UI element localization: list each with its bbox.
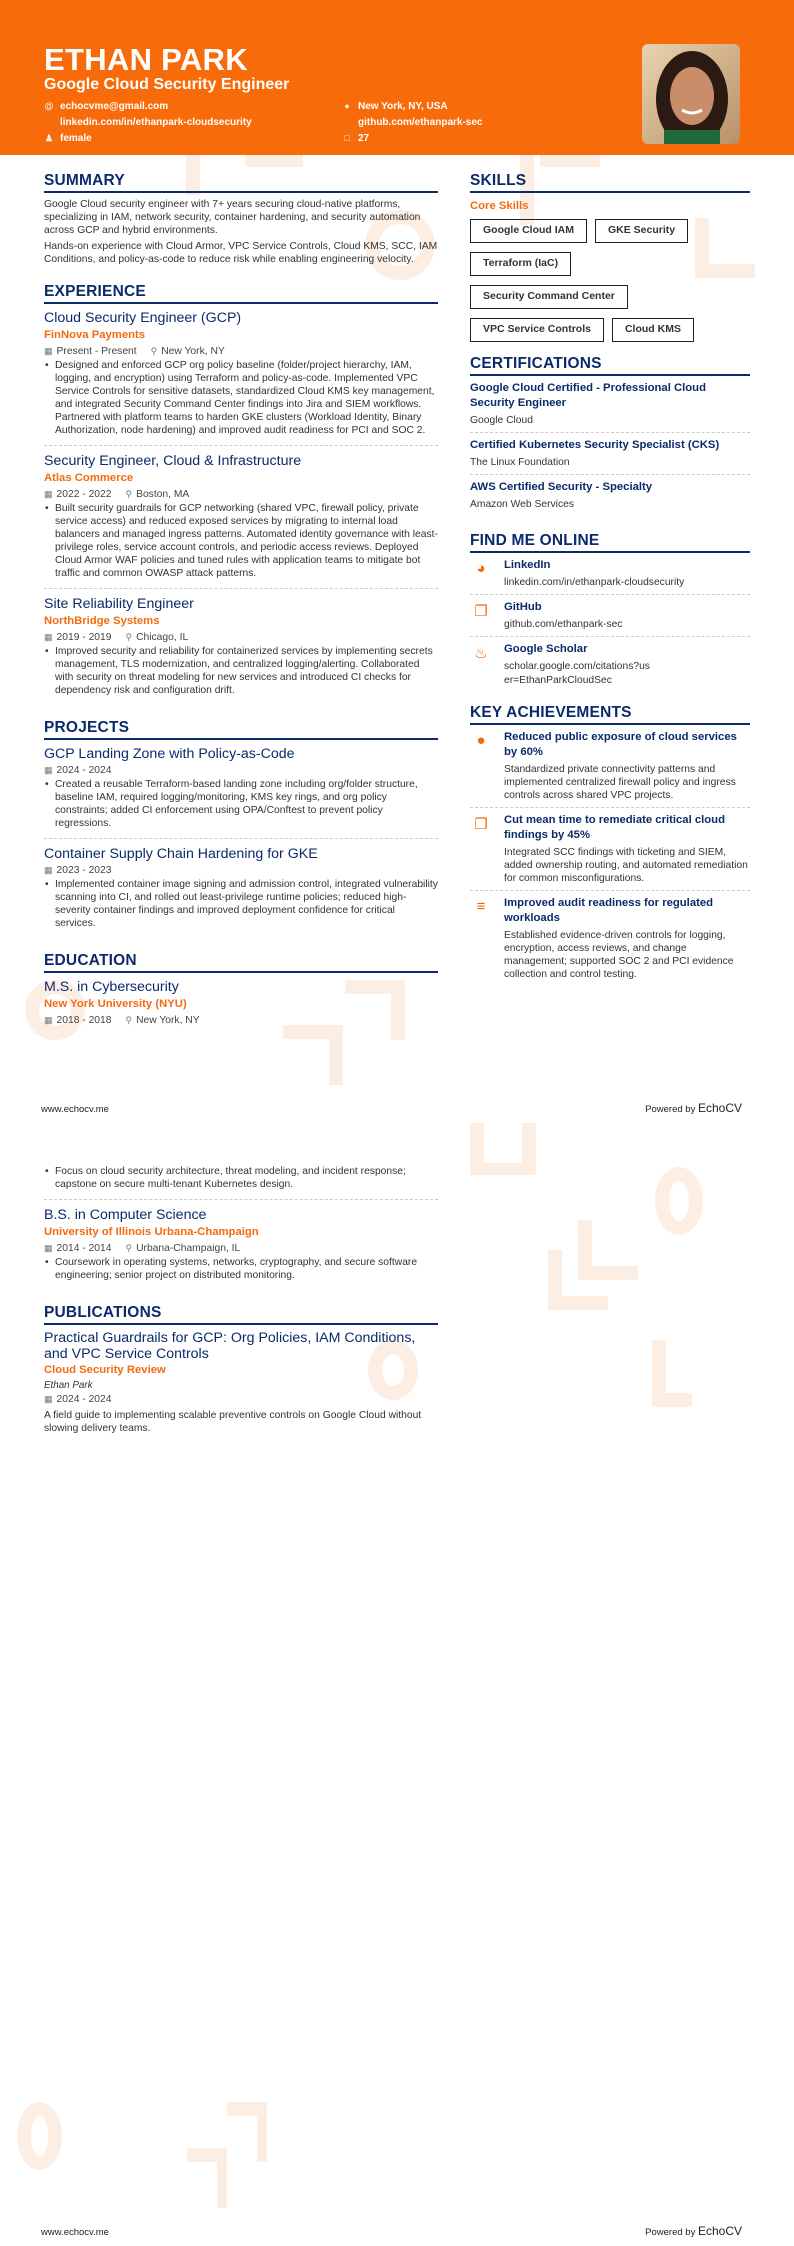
profile-photo <box>642 44 740 144</box>
company-name: NorthBridge Systems <box>44 615 160 627</box>
job-dates: Present - Present <box>56 346 137 357</box>
job-meta <box>44 487 438 502</box>
decor-shape <box>329 1025 343 1085</box>
documents-icon: ❐ <box>474 816 488 833</box>
divider <box>470 432 750 433</box>
footer-site[interactable]: www.echocv.me <box>41 2227 109 2238</box>
contact-age <box>342 131 369 145</box>
project-item <box>44 845 438 930</box>
footer-powered <box>645 1101 742 1115</box>
calendar-icon: ▦ <box>44 489 53 499</box>
job-title: Site Reliability Engineer <box>44 596 194 612</box>
online-item-linkedin[interactable] <box>470 558 750 590</box>
left-column-page2 <box>44 1165 438 1435</box>
projects-heading: PROJECTS <box>44 719 438 740</box>
decor-shape <box>548 1296 608 1310</box>
job-meta <box>44 630 438 645</box>
divider <box>44 838 438 839</box>
speech-bubble-icon: ● <box>476 732 486 749</box>
publication-author: Ethan Park <box>44 1380 93 1391</box>
divider <box>44 1199 438 1200</box>
contact-email[interactable] <box>44 99 168 113</box>
skill-chip: VPC Service Controls <box>470 318 604 342</box>
project-item <box>44 745 438 830</box>
online-url[interactable]: scholar.google.com/citations?user=EthanParkCloudSec <box>504 661 650 686</box>
education-location: Urbana-Champaign, IL <box>136 1243 241 1254</box>
divider <box>44 445 438 446</box>
achievements-heading: KEY ACHIEVEMENTS <box>470 704 750 725</box>
left-column <box>44 172 438 1028</box>
calendar-icon: ▦ <box>44 1015 53 1025</box>
footer-site[interactable]: www.echocv.me <box>41 1104 109 1115</box>
divider <box>470 890 750 891</box>
job-bullet: • Improved security and reliability for containerized services by implementing secrets management, TLS modernization, and centralized logging/alerting. Collaborated with security on threat modeling for new services and introduced CI checks for dependency risk and configuration drift. <box>44 645 438 697</box>
map-pin-icon: ⚲ <box>125 632 133 642</box>
map-pin-icon: ● <box>344 101 350 111</box>
degree-title: B.S. in Computer Science <box>44 1207 207 1223</box>
calendar-icon: ▦ <box>44 632 53 642</box>
decor-shape <box>578 1266 638 1280</box>
job-bullet: • Built security guardrails for GCP networking (shared VPC, firewall policy, private service access) and reduced exposed services by migrating to internal load balancers and managed ingress patterns. Automated identity governance with least-privilege roles, service account controls, and periodic access reviews. Deployed Cloud Armor WAF policies and tuned rules with application teams to mitigate bot traffic and common OWASP attack patterns. <box>44 502 438 580</box>
education-bullet: • Focus on cloud security architecture, threat modeling, and incident response; capstone on secure multi-tenant Kubernetes design. <box>44 1165 438 1191</box>
menu-lines-icon: ≡ <box>476 898 486 915</box>
divider <box>470 594 750 595</box>
company-name: FinNova Payments <box>44 329 146 341</box>
company-name: Atlas Commerce <box>44 472 134 484</box>
documents-icon: ❐ <box>474 603 488 620</box>
summary-paragraph: Google Cloud security engineer with 7+ years securing cloud-native platforms, specializing in IAM, network security, container hardening, and security automation across GCP and hybrid environments. <box>44 199 421 236</box>
contact-linkedin[interactable] <box>44 115 252 129</box>
certification-name: Certified Kubernetes Security Specialist (CKS) <box>470 439 720 451</box>
publication-dates: 2024 - 2024 <box>56 1394 112 1405</box>
certification-issuer: The Linux Foundation <box>470 457 570 468</box>
project-meta <box>44 763 438 778</box>
online-label: LinkedIn <box>504 559 551 571</box>
experience-item <box>44 452 438 580</box>
skills-chips <box>470 219 740 351</box>
map-pin-icon: ⚲ <box>125 489 133 499</box>
candidate-name: ETHAN PARK <box>44 42 248 77</box>
map-pin-icon: ⚲ <box>150 346 158 356</box>
calendar-icon: ▦ <box>44 865 53 875</box>
achievement-item <box>470 813 750 885</box>
online-item-scholar[interactable] <box>470 642 750 688</box>
education-bullet: • Coursework in operating systems, networks, cryptography, and secure software engineering; senior project on distributed monitoring. <box>44 1256 438 1282</box>
calendar-icon: ▦ <box>44 765 53 775</box>
github-text: github.com/ethanpark-sec <box>358 116 483 128</box>
brand-name: EchoCV <box>697 1101 742 1115</box>
footer-powered <box>645 2224 742 2238</box>
skill-chip: Security Command Center <box>470 285 628 309</box>
map-pin-icon: ⚲ <box>125 1015 133 1025</box>
achievement-item <box>470 896 750 981</box>
experience-item <box>44 309 438 437</box>
divider <box>470 636 750 637</box>
calendar-icon: □ <box>344 133 350 143</box>
contact-gender <box>44 131 92 145</box>
education-heading: EDUCATION <box>44 952 438 973</box>
online-url[interactable]: github.com/ethanpark-sec <box>504 619 623 630</box>
skill-chip: Terraform (IaC) <box>470 252 571 276</box>
decor-shape <box>540 155 600 167</box>
contact-location <box>342 99 448 113</box>
summary-paragraph: Hands-on experience with Cloud Armor, VPC Service Controls, Cloud KMS, SCC, IAM Conditions, and policy-as-code to reduce risk while enabling engineering velocity. <box>44 241 438 265</box>
skill-chip: Google Cloud IAM <box>470 219 587 243</box>
online-section <box>470 532 750 688</box>
skills-section <box>470 172 750 351</box>
online-label: GitHub <box>504 601 542 613</box>
decor-shape <box>257 2102 267 2162</box>
candidate-title: Google Cloud Security Engineer <box>44 76 290 93</box>
certification-name: Google Cloud Certified - Professional Cloud Security Engineer <box>470 382 706 409</box>
achievement-item <box>470 730 750 802</box>
decor-shape <box>652 1393 692 1407</box>
age-text: 27 <box>358 132 370 144</box>
project-title: Container Supply Chain Hardening for GKE <box>44 846 318 862</box>
skill-chip: Cloud KMS <box>612 318 694 342</box>
certification-issuer: Amazon Web Services <box>470 499 574 510</box>
brand-name: EchoCV <box>697 2224 742 2238</box>
job-title: Security Engineer, Cloud & Infrastructure <box>44 453 302 469</box>
contact-github[interactable] <box>342 115 482 129</box>
education-dates: 2018 - 2018 <box>56 1015 112 1026</box>
decor-shape <box>217 2148 227 2208</box>
education-dates: 2014 - 2014 <box>56 1243 112 1254</box>
job-dates: 2019 - 2019 <box>56 632 112 643</box>
calendar-icon: ▦ <box>44 346 53 356</box>
skills-group-label: Core Skills <box>470 200 529 212</box>
experience-heading: EXPERIENCE <box>44 283 438 304</box>
pie-chart-icon: ◕ <box>476 560 486 577</box>
project-dates: 2023 - 2023 <box>56 865 112 876</box>
skills-heading: SKILLS <box>470 172 750 193</box>
education-meta <box>44 1013 438 1028</box>
divider <box>470 474 750 475</box>
job-title: Cloud Security Engineer (GCP) <box>44 310 242 326</box>
linkedin-text: linkedin.com/in/ethanpark-cloudsecurity <box>60 116 252 128</box>
powered-by-text: Powered by <box>645 1104 696 1115</box>
education-location: New York, NY <box>136 1015 200 1026</box>
online-url[interactable]: linkedin.com/in/ethanpark-cloudsecurity <box>504 577 685 588</box>
education-meta <box>44 1241 438 1256</box>
project-bullet: • Created a reusable Terraform-based landing zone including org/folder structure, baseline IAM, required logging/monitoring, KMS key rings, and org policy constraints; added CI enforcement using OPA/Conftest to prevent policy regressions. <box>44 778 438 830</box>
summary-heading: SUMMARY <box>44 172 438 193</box>
resume-header <box>0 0 794 155</box>
online-item-github[interactable] <box>470 600 750 632</box>
job-location: Chicago, IL <box>136 632 189 643</box>
certifications-heading: CERTIFICATIONS <box>470 355 750 376</box>
certification-issuer: Google Cloud <box>470 415 533 426</box>
decor-shape <box>522 1123 536 1173</box>
publication-meta <box>44 1392 438 1407</box>
gender-text: female <box>60 132 92 144</box>
school-name: New York University (NYU) <box>44 998 187 1010</box>
publications-heading: PUBLICATIONS <box>44 1304 438 1325</box>
achievement-description: Established evidence-driven controls for logging, encryption, access reviews, and change management; supported SOC 2 and PCI evidence collection and control testing. <box>504 930 734 980</box>
achievement-title: Improved audit readiness for regulated workloads <box>504 897 714 924</box>
publication-title: Practical Guardrails for GCP: Org Policies, IAM Conditions, and VPC Service Controls <box>44 1330 416 1362</box>
achievement-title: Cut mean time to remediate critical cloud findings by 45% <box>504 814 725 841</box>
degree-title: M.S. in Cybersecurity <box>44 979 179 995</box>
achievements-section <box>470 704 750 981</box>
project-bullet: • Implemented container image signing and admission control, integrated vulnerability scanning into CI, and rolled out least-privilege runtime policies; reduced high-severity container findings and improved deployment confidence for critical services. <box>44 878 438 930</box>
powered-by-text: Powered by <box>645 2227 696 2238</box>
location-text: New York, NY, USA <box>358 100 448 112</box>
person-icon: ♟ <box>44 132 54 143</box>
school-name: University of Illinois Urbana-Champaign <box>44 1226 259 1238</box>
achievement-description: Standardized private connectivity patterns and implemented centralized firewall policy and ingress controls across shared VPC projects. <box>504 764 736 801</box>
experience-section <box>44 283 438 697</box>
certification-name: AWS Certified Security - Specialty <box>470 481 653 493</box>
map-pin-icon: ⚲ <box>125 1243 133 1253</box>
calendar-icon: ▦ <box>44 1394 53 1404</box>
online-label: Google Scholar <box>504 643 588 655</box>
achievement-title: Reduced public exposure of cloud services by 60% <box>504 731 737 758</box>
decor-ring <box>17 2102 62 2170</box>
job-location: Boston, MA <box>136 489 190 500</box>
education-section <box>44 952 438 1028</box>
achievement-description: Integrated SCC findings with ticketing and SIEM, added ownership routing, and automated remediation for common misconfigurations. <box>504 847 748 884</box>
decor-ring <box>655 1167 703 1235</box>
publication-description: A field guide to implementing scalable preventive controls on Google Cloud without slowing delivery teams. <box>44 1410 422 1434</box>
summary-section <box>44 172 438 266</box>
publication-venue: Cloud Security Review <box>44 1364 166 1376</box>
divider <box>470 807 750 808</box>
online-heading: FIND ME ONLINE <box>470 532 750 553</box>
job-dates: 2022 - 2022 <box>56 489 112 500</box>
project-meta <box>44 863 438 878</box>
publications-section <box>44 1304 438 1435</box>
certifications-section <box>470 355 750 512</box>
skill-chip: GKE Security <box>595 219 688 243</box>
job-meta <box>44 344 438 359</box>
right-column <box>470 172 750 981</box>
decor-shape <box>245 155 303 167</box>
job-location: New York, NY <box>161 346 225 357</box>
experience-item <box>44 595 438 697</box>
calendar-icon: ▦ <box>44 1243 53 1253</box>
divider <box>44 588 438 589</box>
project-dates: 2024 - 2024 <box>56 765 112 776</box>
at-icon: @ <box>44 101 54 111</box>
bell-icon: ♨ <box>474 645 488 662</box>
projects-section <box>44 719 438 930</box>
job-bullet: • Designed and enforced GCP org policy baseline (folder/project hierarchy, IAM, logging, and encryption) using Terraform and policy-as-code. Implemented VPC Service Controls for sensitive datasets, standardized Cloud KMS key management, and integrated Security Command Center findings into Jira and SIEM workflows. Partnered with platform teams to harden GKE clusters (Workload Identity, Binary Authorization, node hardening) and improved audit readiness for PCI and SOC 2. <box>44 359 438 437</box>
project-title: GCP Landing Zone with Policy-as-Code <box>44 746 295 762</box>
email-text: echocvme@gmail.com <box>60 100 169 112</box>
